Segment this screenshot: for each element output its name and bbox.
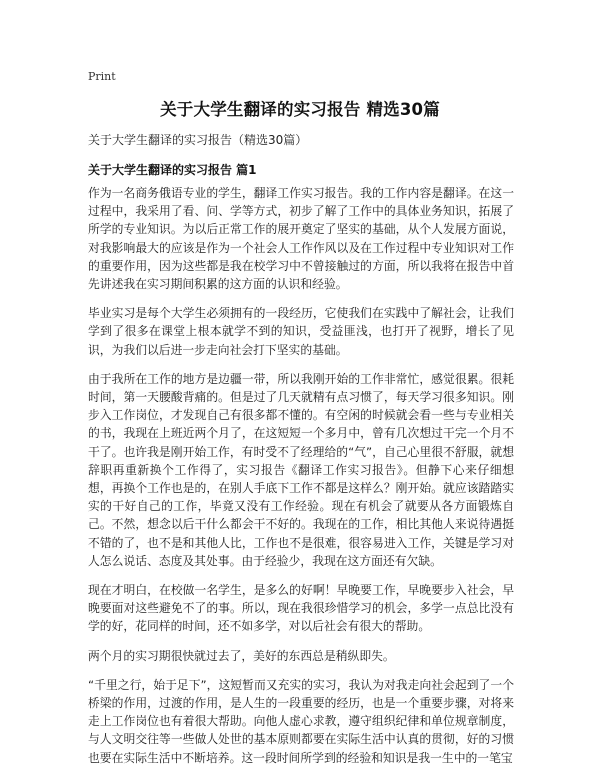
paragraph-5: 两个月的实习期很快就过去了，美好的东西总是稍纵即失。 bbox=[88, 648, 395, 663]
body-text bbox=[88, 184, 514, 776]
paragraph-4: 现在才明白，在校做一名学生，是多么的好啊！早晚要工作，早晚要步入社会，早晚要面对这些避免不了的事。所以，现在我很珍惜学习的机会，多学一点总比没有学的好，花同样的时间，还不如多学，对以后社会有很大的帮助。 bbox=[88, 583, 514, 634]
page-title: 关于大学生翻译的实习报告 精选30篇 bbox=[160, 100, 440, 119]
document-subtitle: 关于大学生翻译的实习报告（精选30篇） bbox=[88, 133, 308, 147]
paragraph-2: 毕业实习是每个大学生必须拥有的一段经历，它使我们在实践中了解社会，让我们学到了很多在课堂上根本就学不到的知识，受益匪浅，也打开了视野，增长了见识，为我们以后进一步走向社会打下坚实的基础。 bbox=[88, 306, 514, 357]
paragraph-3: 由于我所在工作的地方是边疆一带，所以我刚开始的工作非常忙，感觉很累。很耗时间，第一天腰酸背痛的。但是过了几天就精有点习惯了，每天学习很多知识。刚步入工作岗位，才发现自己有很多都不懂的。有空闲的时候就会看一些与专业相关的书，我现在上班近两个月了，在这短短一个多月中，曾有几次想过干完一个月不干了。也许我是刚开始工作，有时受不了经理给的“气”，自己心里很不舒服，就想辞职再重新换个工作得了，实习报告《翻译工作实习报告》。但静下心来仔细想想，再换个工作也是的，在别人手底下工作不都是这样么？刚开始。就应该踏踏实实的干好自己的工作，毕竟又没有工作经验。现在有机会了就要从各方面锻炼自己。不然，想念以后干什么都会干不好的。我现在的工作，相比其他人来说待遇挺不错的了，也不是和其他人比，工作也不是很难，很容易进入工作，关键是学习对人怎么说话、态度及其处事。由于经验少，我现在这方面还有欠缺。 bbox=[88, 371, 514, 568]
section-heading: 关于大学生翻译的实习报告 篇1 bbox=[88, 163, 257, 177]
print-label[interactable]: Print bbox=[88, 70, 116, 83]
paragraph-6: “千里之行，始于足下”，这短暂而又充实的实习，我认为对我走向社会起到了一个桥梁的作用，过渡的作用，是人生的一段重要的经历，也是一个重要步骤，对将来走上工作岗位也有着很大帮助。向他人虚心求教，遵守组织纪律和单位规章制度，与人文明交往等一些做人处世的基本原则都要在实际生活中认真的贯彻，好的习惯也要在实际生活中不断培养。这一段时间所学到的经验和知识是我一生中的一笔宝 bbox=[88, 677, 514, 765]
paragraph-1: 作为一名商务俄语专业的学生，翻译工作实习报告。我的工作内容是翻译。在这一过程中，我采用了看、问、学等方式，初步了解了工作中的具体业务知识，拓展了所学的专业知识。为以后正常工作的展开奠定了坚实的基础，从个人发展方面说，对我影响最大的应该是作为一个社会人工作作风以及在工作过程中专业知识对工作的重要作用，因为这些都是我在校学习中不曾接触过的方面，所以我将在报告中首先讲述我在实习期间积累的这方面的认识和经验。 bbox=[88, 186, 514, 292]
